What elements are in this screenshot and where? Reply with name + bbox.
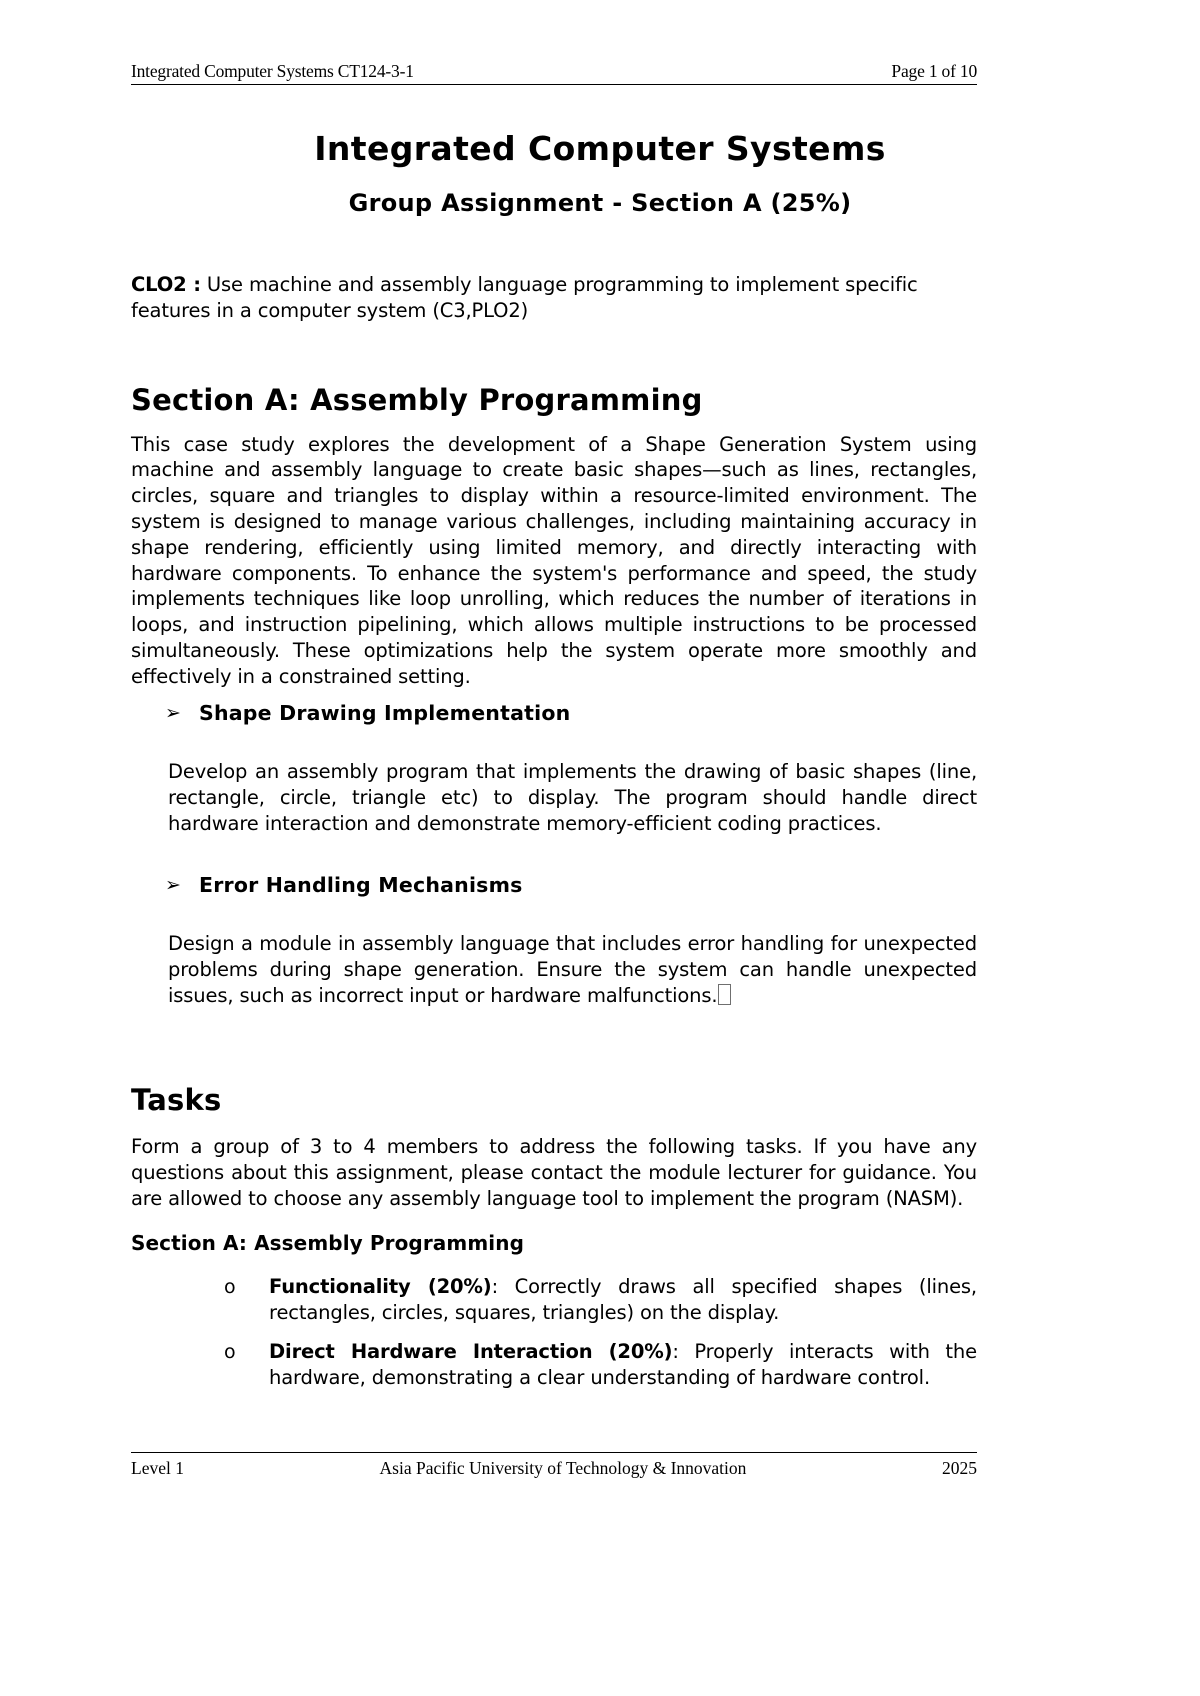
page-subtitle: Group Assignment - Section A (25%) bbox=[348, 189, 852, 217]
circle-bullet-icon: o bbox=[224, 1275, 236, 1298]
clo-text: Use machine and assembly language programming to implement specific features in a computer system (C3,PLO2) bbox=[131, 273, 918, 322]
list-item-body-text: Design a module in assembly language that includes error handling for unexpected problems during shape generation. Ensure the system can handle unexpected issues, such as incorrect input or hardware malfunctions. bbox=[168, 932, 977, 1008]
list-item bbox=[224, 1339, 977, 1391]
list-item-label: Error Handling Mechanisms bbox=[199, 872, 523, 897]
text-cursor-box bbox=[718, 984, 731, 1005]
footer-institution: Asia Pacific University of Technology & Innovation bbox=[379, 1458, 747, 1478]
running-header bbox=[131, 60, 977, 85]
list-item-body: Develop an assembly program that implements the drawing of basic shapes (line, rectangle, circle, triangle etc) to display. The program should handle direct hardware interaction and demonstrate memory-efficient coding practices. bbox=[168, 760, 977, 835]
page-title: Integrated Computer Systems bbox=[314, 129, 886, 168]
tasks-heading: Tasks bbox=[131, 1083, 222, 1118]
list-item-label: Shape Drawing Implementation bbox=[199, 700, 571, 725]
circle-bullet-icon: o bbox=[224, 1341, 236, 1364]
header-course-code: Integrated Computer Systems CT124-3-1 bbox=[131, 61, 414, 81]
criterion-label: Direct Hardware Interaction (20%) bbox=[269, 1340, 673, 1364]
list-item bbox=[131, 700, 977, 726]
tasks-subheading: Section A: Assembly Programming bbox=[131, 1230, 524, 1255]
list-item bbox=[131, 872, 977, 898]
arrow-bullet-icon: ➢ bbox=[165, 873, 181, 896]
clo-label: CLO2 : bbox=[131, 273, 201, 296]
running-footer bbox=[131, 1452, 977, 1480]
document-body bbox=[131, 272, 977, 1391]
arrow-bullet-icon: ➢ bbox=[165, 701, 181, 724]
footer-level: Level 1 bbox=[131, 1458, 184, 1478]
criterion-label: Functionality (20%) bbox=[269, 1274, 492, 1298]
list-item bbox=[224, 1274, 977, 1326]
section-a-intro: This case study explores the development of a Shape Generation System using machine and assembly language to create basic shapes—such as lines, rectangles, circles, square and triangles to display within a resource-limited environment. The system is designed to manage various challenges, including maintaining accuracy in shape rendering, efficiently using limited memory, and directly interacting with hardware components. To enhance the system's performance and speed, the study implements techniques like loop unrolling, which reduces the number of iterations in loops, and instruction pipelining, which allows multiple instructions to be processed simultaneously. These optimizations help the system operate more smoothly and effectively in a constrained setting. bbox=[131, 432, 977, 688]
criterion-description: : Properly interacts with the hardware, demonstrating a clear understanding of hardware control. bbox=[269, 1340, 977, 1390]
section-a-heading: Section A: Assembly Programming bbox=[131, 382, 703, 417]
header-page-number: Page 1 of 10 bbox=[891, 61, 977, 81]
criterion-text bbox=[269, 1339, 977, 1391]
tasks-intro: Form a group of 3 to 4 members to address the following tasks. If you have any questions about this assignment, please contact the module lecturer for guidance. You are allowed to choose any assembly language tool to implement the program (NASM). bbox=[131, 1135, 977, 1210]
list-item-body bbox=[168, 931, 977, 1008]
criterion-text bbox=[269, 1274, 977, 1326]
footer-year: 2025 bbox=[941, 1458, 977, 1478]
clo-paragraph bbox=[131, 272, 977, 324]
criterion-description: : Correctly draws all specified shapes (lines, rectangles, circles, squares, triangles) on the display. bbox=[269, 1274, 977, 1324]
